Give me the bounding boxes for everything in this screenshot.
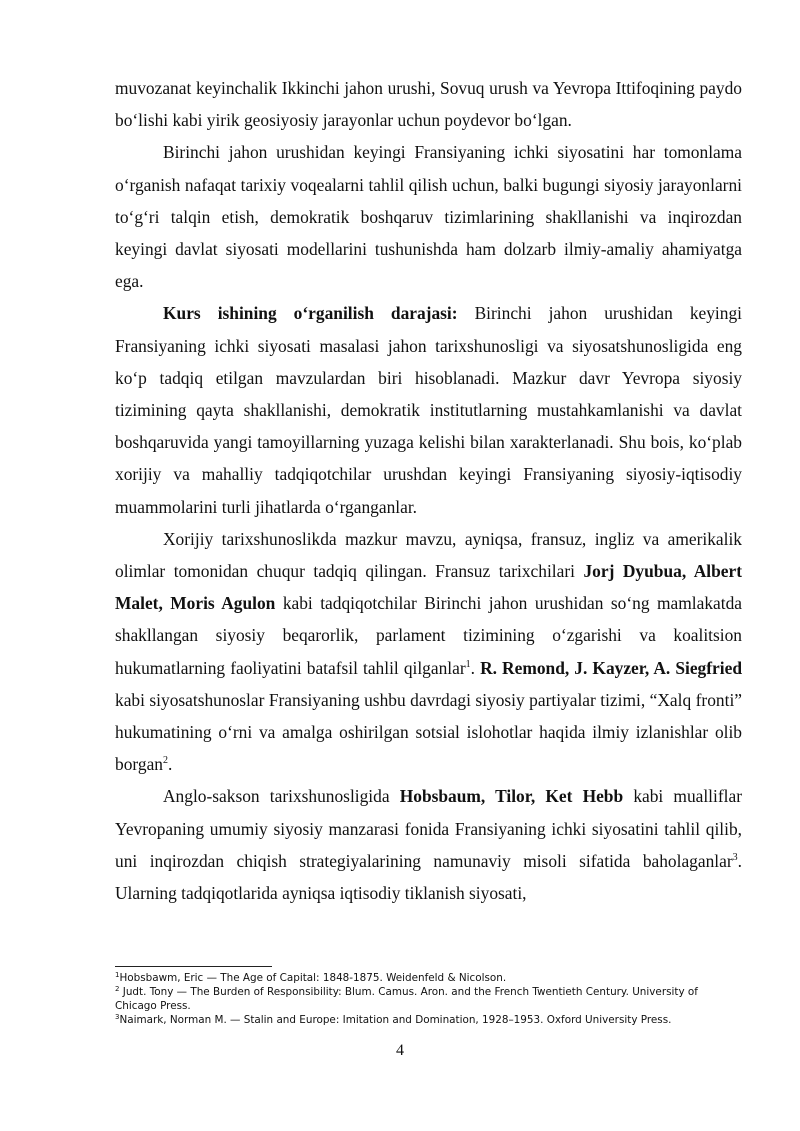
- footnote-text: Judt. Tony — The Burden of Responsibility: Blum. Camus. Aron. and the French Twentieth Century. University of Chicago Press.: [115, 986, 698, 1012]
- footnote-marker: 1: [115, 971, 120, 979]
- text-run: kabi mualliflar Yevropaning umumiy siyosiy manzarasi fonida Fransiyaning ichki siyosatini tahlil qilib, uni inqirozdan chiqish strategiyalarining namunaviy misoli sifatida baholaganlar: [115, 786, 742, 871]
- footnote-marker: 3: [115, 1013, 120, 1021]
- text-run: Anglo-sakson tarixshunosligida: [163, 786, 400, 807]
- bold-text: Hobsbaum, Tilor, Ket Hebb: [399, 786, 624, 807]
- text-run: muvozanat keyinchalik Ikkinchi jahon urushi, Sovuq urush va Yevropa Ittifoqining paydo bo‘lishi kabi yirik geosiyosiy jarayonlar uchun poydevor bo‘lgan.: [115, 78, 742, 131]
- body-text: [115, 72, 742, 909]
- footnote-ref: 1: [465, 658, 471, 670]
- text-run: kabi tadqiqotchilar Birinchi jahon urushidan so‘ng mamlakatda shakllangan siyosiy beqarorlik, parlament tizimining o‘zgarishi va koalitsion hukumatlarning faoliyatini batafsil tahlil qilganlar: [115, 593, 742, 678]
- footnotes: [115, 971, 742, 1027]
- footnote-text: Hobsbawm, Eric — The Age of Capital: 1848-1875. Weidenfeld & Nicolson.: [119, 972, 507, 984]
- text-run: .: [470, 657, 481, 678]
- text-run: .: [167, 754, 173, 775]
- footnote-text: Naimark, Norman M. — Stalin and Europe: Imitation and Domination, 1928–1953. Oxford University Press.: [119, 1014, 672, 1026]
- bold-text: R. Remond, J. Kayzer, A. Siegfried: [480, 657, 742, 678]
- text-run: . Ularning tadqiqotlarida ayniqsa iqtisodiy tiklanish siyosati,: [115, 850, 742, 904]
- text-run: kabi siyosatshunoslar Fransiyaning ushbu davrdagi siyosiy partiyalar tizimi, “Xalq fronti” hukumatining o‘rni va amalga oshirilgan sotsial islohotlar haqida ilmiy izlanishlar olib borgan: [115, 689, 742, 775]
- text-run: Birinchi jahon urushidan keyingi Fransiyaning ichki siyosatini har tomonlama o‘rganish nafaqat tarixiy voqealarni tahlil qilish uchun, balki bugungi siyosiy jarayonlarni to‘g‘ri talqin etish, demokratik boshqaruv tizimlarining shakllanishi va inqirozdan keyingi davlat siyosati modellarini tushunishda ham dolzarb ilmiy-amaliy ahamiyatga ega.: [115, 142, 742, 292]
- footnote: [115, 985, 742, 1013]
- bold-text: Jorj Dyubua, Albert Malet, Moris Agulon: [115, 561, 742, 614]
- page-number: 4: [396, 1042, 404, 1059]
- footnote: [115, 1013, 742, 1027]
- text-run: Birinchi jahon urushidan keyingi Fransiyaning ichki siyosati masalasi jahon tarixshunosligi va siyosatshunosligida eng ko‘p tadqiq etilgan mavzulardan biri hisoblanadi. Mazkur davr Yevropa siyosiy tizimining qayta shakllanishi, demokratik institutlarning mustahkamlanishi va davlat boshqaruvida yangi tamoyillarning yuzaga kelishi bilan xarakterlanadi. Shu bois, ko‘plab xorijiy va mahalliy tadqiqotchilar urushdan keyingi Fransiyaning siyosiy-iqtisodiy muammolarini turli jihatlarda o‘rganganlar.: [115, 303, 742, 517]
- paragraph: [115, 523, 742, 781]
- footnote-marker: 2: [115, 985, 120, 993]
- text-run: Xorijiy tarixshunoslikda mazkur mavzu, ayniqsa, fransuz, ingliz va amerikalik olimlar tomonidan chuqur tadqiq qilingan. Fransuz tarixchilari: [115, 528, 742, 582]
- paragraph: [115, 136, 742, 297]
- footnote-ref: 3: [732, 851, 738, 863]
- footnote-separator: [115, 966, 272, 967]
- footnote: [115, 971, 742, 985]
- paragraph: [115, 72, 742, 136]
- paragraph: [115, 297, 742, 522]
- footnote-ref: 2: [162, 755, 168, 767]
- paragraph: [115, 780, 742, 909]
- bold-text: Kurs ishining o‘rganilish darajasi:: [163, 303, 458, 324]
